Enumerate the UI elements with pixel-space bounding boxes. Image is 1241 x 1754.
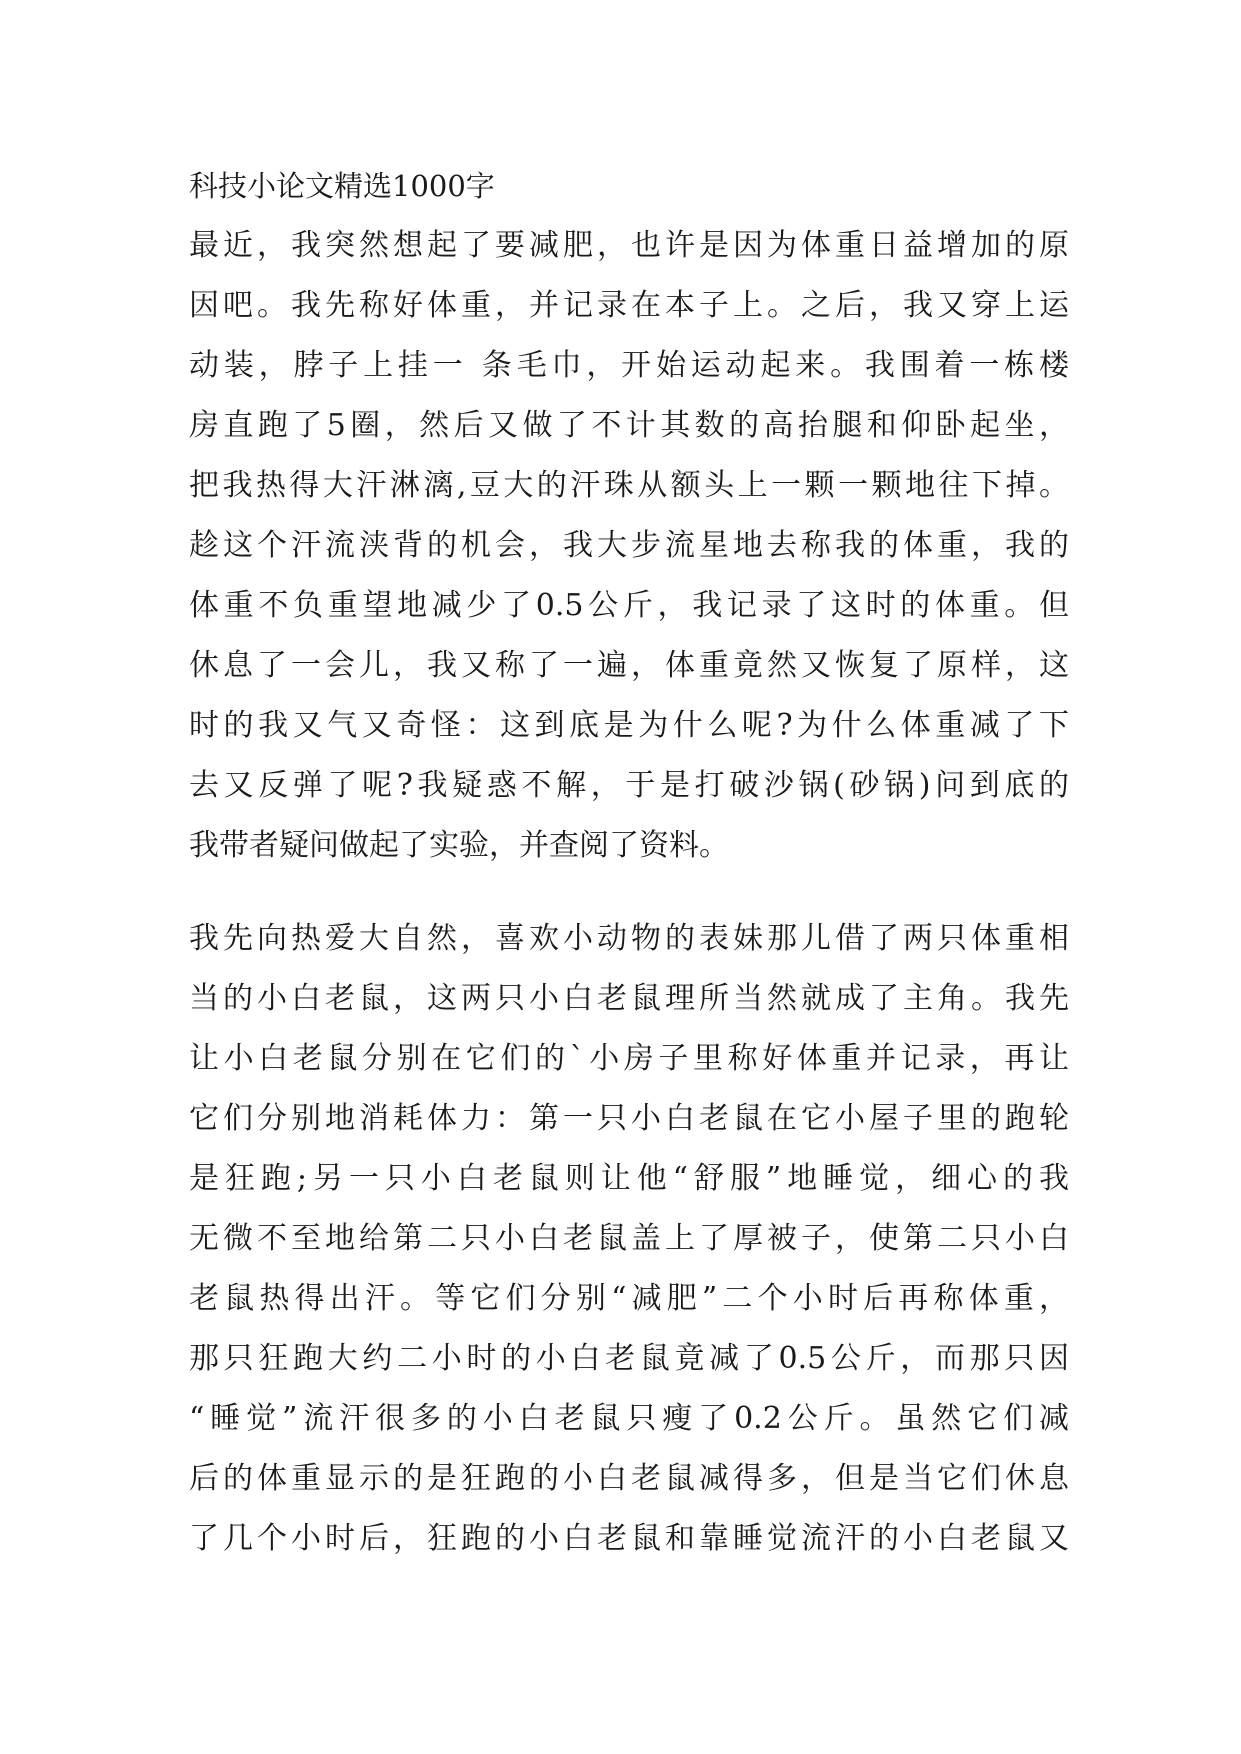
paragraph-line: 因吧。我先称好体重，并记录在本子上。之后，我又穿上运 <box>189 288 1069 323</box>
paragraph-line: 老鼠热得出汗。等它们分别“减肥”二个小时后再称体重， <box>189 1281 1069 1316</box>
paragraph-line: 把我热得大汗淋漓,豆大的汗珠从额头上一颗一颗地往下掉。 <box>189 468 1069 503</box>
paragraph-line: 最近，我突然想起了要减肥，也许是因为体重日益增加的原 <box>189 228 1069 263</box>
paragraph-line: 让小白老鼠分别在它们的`小房子里称好体重并记录，再让 <box>189 1041 1069 1076</box>
document-title: 科技小论文精选1000字 <box>189 169 495 203</box>
paragraph-line: 去又反弹了呢?我疑惑不解，于是打破沙锅(砂锅)问到底的 <box>189 768 1069 803</box>
paragraph-line: 了几个小时后，狂跑的小白老鼠和靠睡觉流汗的小白老鼠又 <box>189 1521 1069 1556</box>
paragraph-line: 是狂跑;另一只小白老鼠则让他“舒服”地睡觉，细心的我 <box>189 1161 1069 1196</box>
paragraph-line: 它们分别地消耗体力：第一只小白老鼠在它小屋子里的跑轮 <box>189 1101 1069 1136</box>
paragraph-line: 后的体重显示的是狂跑的小白老鼠减得多，但是当它们休息 <box>189 1461 1069 1496</box>
paragraph-line: 我先向热爱大自然，喜欢小动物的表妹那儿借了两只体重相 <box>189 921 1069 956</box>
paragraph-line: “睡觉”流汗很多的小白老鼠只瘦了0.2公斤。虽然它们减 <box>189 1401 1069 1436</box>
paragraph-line: 休息了一会儿，我又称了一遍，体重竟然又恢复了原样，这 <box>189 648 1069 683</box>
paragraph-line: 时的我又气又奇怪：这到底是为什么呢?为什么体重减了下 <box>189 708 1069 743</box>
paragraph-line: 房直跑了5圈，然后又做了不计其数的高抬腿和仰卧起坐， <box>189 408 1069 443</box>
paragraph-line: 趁这个汗流浃背的机会，我大步流星地去称我的体重，我的 <box>189 528 1069 563</box>
paragraph-2 <box>189 909 1069 1569</box>
paragraph-line: 无微不至地给第二只小白老鼠盖上了厚被子，使第二只小白 <box>189 1221 1069 1256</box>
paragraph-line: 动装，脖子上挂一 条毛巾，开始运动起来。我围着一栋楼 <box>189 348 1069 383</box>
paragraph-line: 那只狂跑大约二小时的小白老鼠竟减了0.5公斤，而那只因 <box>189 1341 1069 1376</box>
paragraph-line: 我带者疑问做起了实验，并查阅了资料。 <box>189 828 729 863</box>
paragraph-line: 当的小白老鼠，这两只小白老鼠理所当然就成了主角。我先 <box>189 981 1069 1016</box>
paragraph-1 <box>189 216 1069 876</box>
paragraph-line: 体重不负重望地减少了0.5公斤，我记录了这时的体重。但 <box>189 588 1069 623</box>
